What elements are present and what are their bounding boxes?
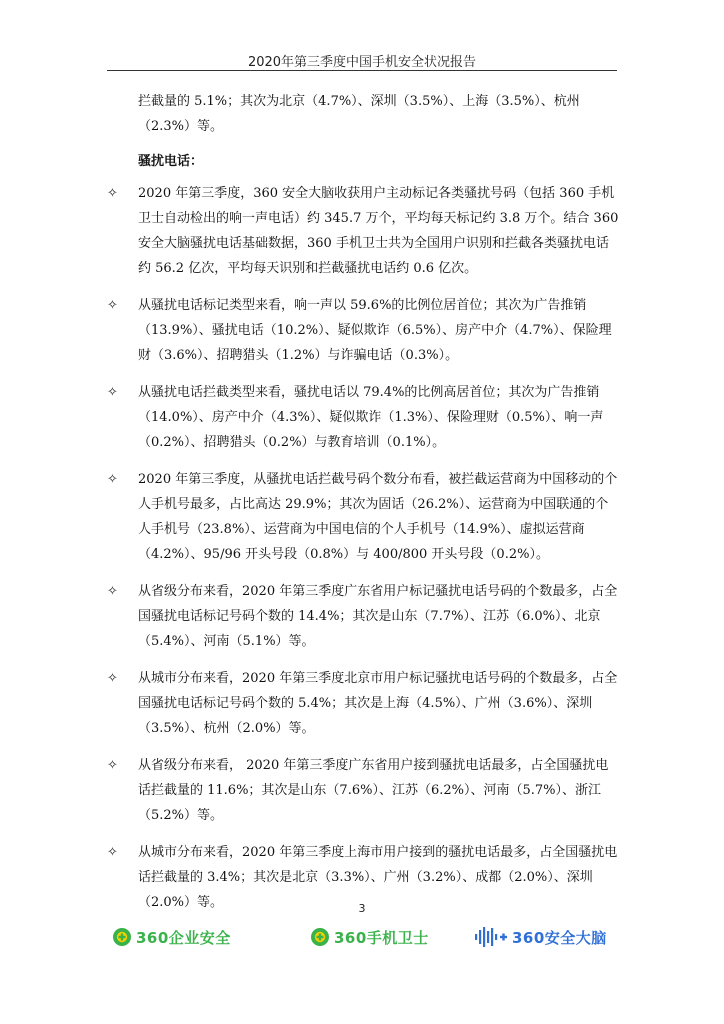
list-item <box>107 467 619 567</box>
bullet-text: 从省级分布来看， 2020 年第三季度广东省用户接到骚扰电话最多，占全国骚扰电话拦截量的 11.6%；其次是山东（7.6%）、江苏（6.2%）、河南（5.7%）、浙江（5.2%）等。 <box>138 758 609 823</box>
shield-plus-icon <box>310 927 330 947</box>
bullet-text: 从省级分布来看，2020 年第三季度广东省用户标记骚扰电话号码的个数最多，占全国骚扰电话标记号码个数的 14.4%；其次是山东（7.7%）、江苏（6.0%）、北京（5.4%）、河南（5.1%）等。 <box>138 584 618 649</box>
bullet-list <box>107 181 619 927</box>
logo-text: 360手机卫士 <box>334 928 429 947</box>
diamond-bullet-icon: ✧ <box>107 186 118 201</box>
bullet-text: 从城市分布来看，2020 年第三季度北京市用户标记骚扰电话号码的个数最多，占全国骚扰电话标记号码个数的 5.4%；其次是上海（4.5%）、广州（3.6%）、深圳（3.5%）、杭州（2.0%）等。 <box>138 671 618 736</box>
logo-360-mobile-guard <box>310 925 429 949</box>
diamond-bullet-icon: ✧ <box>107 845 118 860</box>
list-item <box>107 579 619 654</box>
list-item <box>107 181 619 281</box>
diamond-bullet-icon: ✧ <box>107 758 118 773</box>
intro-paragraph: 拦截量的 5.1%；其次为北京（4.7%）、深圳（3.5%）、上海（3.5%）、杭州（2.3%）等。 <box>138 94 580 134</box>
list-item <box>107 380 619 455</box>
list-item <box>107 753 619 828</box>
header-divider <box>107 70 617 71</box>
logo-text: 360安全大脑 <box>512 928 607 947</box>
bullet-text: 2020 年第三季度，360 安全大脑收获用户主动标记各类骚扰号码（包括 360 手机卫士自动检出的响一声电话）约 345.7 万个，平均每天标记约 3.8 万个。结合 360 安全大脑骚扰电话基础数据，360 手机卫士共为全国用户识别和拦截各类骚扰电话约 56.2 亿次，平均每天识别和拦截骚扰电话约 0.6 亿次。 <box>138 186 619 276</box>
list-item <box>107 293 619 368</box>
diamond-bullet-icon: ✧ <box>107 385 118 400</box>
list-item <box>107 666 619 741</box>
diamond-bullet-icon: ✧ <box>107 584 118 599</box>
logo-text: 360企业安全 <box>136 928 231 947</box>
diamond-bullet-icon: ✧ <box>107 298 118 313</box>
bullet-text: 2020 年第三季度，从骚扰电话拦截号码个数分布看，被拦截运营商为中国移动的个人手机号最多，占比高达 29.9%；其次为固话（26.2%）、运营商为中国联通的个人手机号（23.8%）、运营商为中国电信的个人手机号（14.9%）、虚拟运营商（4.2%）、95/96 开头号段（0.8%）与 400/800 开头号段（0.2%）。 <box>138 472 618 562</box>
diamond-bullet-icon: ✧ <box>107 671 118 686</box>
bullet-text: 从城市分布来看，2020 年第三季度上海市用户接到的骚扰电话最多，占全国骚扰电话拦截量的 3.4%；其次是北京（3.3%）、广州（3.2%）、成都（2.0%）、深圳（2.0%）等。 <box>138 845 618 910</box>
bullet-text: 从骚扰电话拦截类型来看，骚扰电话以 79.4%的比例高居首位；其次为广告推销（14.0%）、房产中介（4.3%）、疑似欺诈（1.3%）、保险理财（0.5%）、响一声（0.2%）、招聘猎头（0.2%）与教育培训（0.1%）。 <box>138 385 604 450</box>
shield-plus-icon <box>112 927 132 947</box>
bullet-text: 从骚扰电话标记类型来看，响一声以 59.6%的比例位居首位；其次为广告推销（13.9%）、骚扰电话（10.2%）、疑似欺诈（6.5%）、房产中介（4.7%）、保险理财（3.6%）、招聘猎头（1.2%）与诈骗电话（0.3%）。 <box>138 298 612 363</box>
page-header-title: 2020年第三季度中国手机安全状况报告 <box>247 55 477 70</box>
soundwave-icon <box>474 926 508 948</box>
logo-360-security-brain <box>474 925 607 949</box>
logo-360-enterprise-security <box>112 925 231 949</box>
diamond-bullet-icon: ✧ <box>107 472 118 487</box>
section-title: 骚扰电话： <box>138 154 204 169</box>
page-number: 3 <box>358 902 366 915</box>
